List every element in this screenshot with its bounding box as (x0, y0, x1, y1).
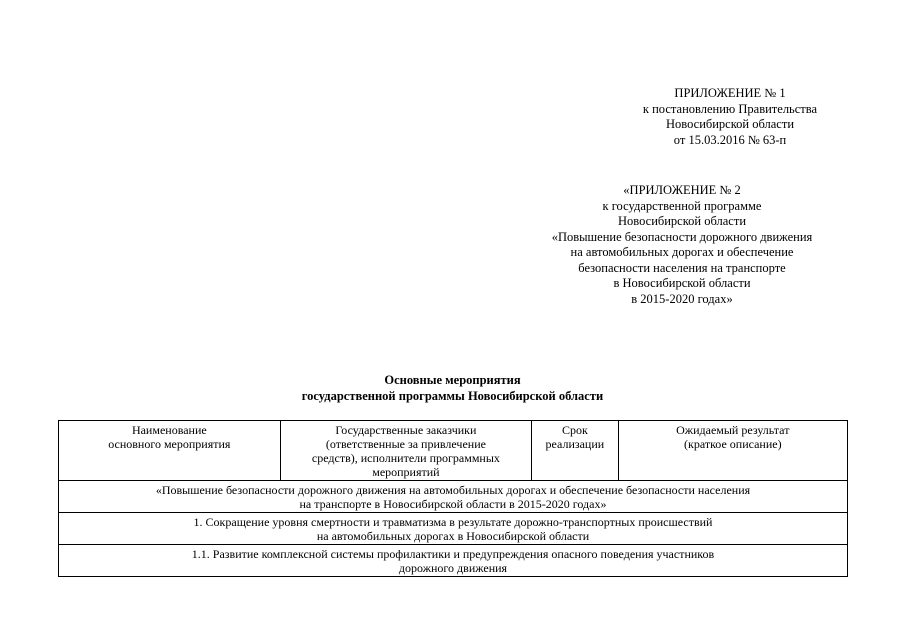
appendix-2-line: «ПРИЛОЖЕНИЕ № 2 (623, 183, 741, 197)
header-text-line: Государственные заказчики (335, 423, 477, 437)
document-title-line: Основные мероприятия (384, 373, 521, 387)
appendix-2-line: Новосибирской области (617, 214, 747, 228)
header-text-line: Ожидаемый результат (676, 423, 790, 437)
header-text-line: (краткое описание) (684, 437, 782, 451)
header-text-line: средств), исполнители программных (311, 451, 500, 465)
measures-table (58, 420, 848, 577)
header-customers (280, 421, 532, 481)
task-cell (59, 545, 848, 577)
appendix-2-line: безопасности населения на транспорте (578, 260, 786, 275)
header-text-line: реализации (545, 437, 605, 451)
header-text-line: основного мероприятия (108, 437, 231, 451)
goal-cell (59, 513, 848, 545)
cell-text-line: «Повышение безопасности дорожного движения на автомобильных дорогах и обеспечение безопасности населения (155, 483, 751, 497)
header-measure-name (59, 421, 281, 481)
table-row (59, 513, 848, 545)
appendix-2-line: «Повышение безопасности дорожного движения (551, 229, 813, 244)
program-title-cell (59, 481, 848, 513)
appendix-1-line: ПРИЛОЖЕНИЕ № 1 (674, 86, 786, 100)
table-row (59, 545, 848, 577)
header-expected-result (618, 421, 847, 481)
table-header-row (59, 421, 848, 481)
header-text-line: Срок (561, 423, 588, 437)
header-text-line: (ответственные за привлечение (325, 437, 486, 451)
cell-text-line: дорожного движения (398, 561, 508, 575)
document-title-line: государственной программы Новосибирской области (301, 389, 604, 403)
appendix-2-line: в 2015-2020 годах» (631, 291, 733, 306)
appendix-1-line: к постановлению Правительства (642, 101, 818, 116)
cell-text-line: 1. Сокращение уровня смертности и травматизма в результате дорожно-транспортных происшествий (193, 515, 713, 529)
document-title (0, 372, 905, 404)
appendix-1-header (600, 86, 860, 148)
cell-text-line: на автомобильных дорогах в Новосибирской области (316, 529, 590, 543)
table-row (59, 481, 848, 513)
appendix-2-line: на автомобильных дорогах и обеспечение (570, 245, 794, 259)
appendix-1-line: от 15.03.2016 № 63-п (673, 132, 787, 147)
appendix-2-line: к государственной программе (602, 198, 762, 213)
cell-text-line: на транспорте в Новосибирской области в 2015-2020 годах» (299, 497, 607, 511)
cell-text-line: 1.1. Развитие комплексной системы профилактики и предупреждения опасного поведения участников (191, 547, 715, 561)
header-text-line: Наименование (131, 423, 207, 437)
appendix-1-line: Новосибирской области (665, 117, 795, 131)
header-text-line: мероприятий (372, 465, 440, 479)
header-deadline (532, 421, 618, 481)
appendix-2-header (512, 183, 852, 307)
appendix-2-line: в Новосибирской области (613, 276, 751, 290)
